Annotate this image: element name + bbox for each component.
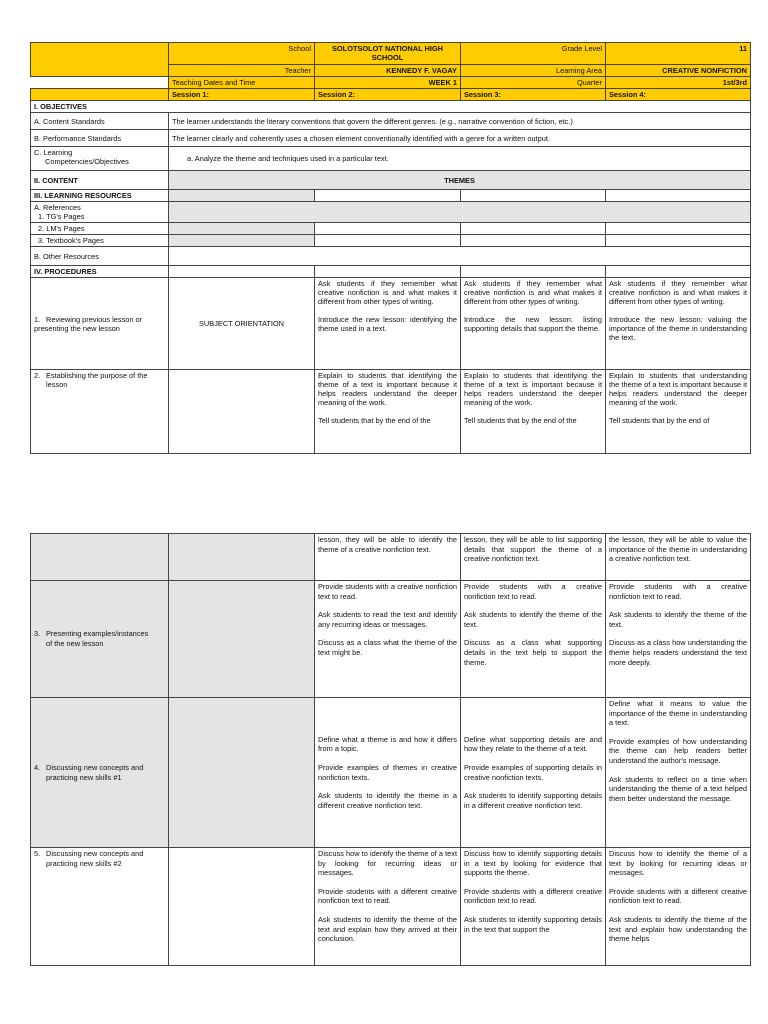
content-standards-text: The learner understands the literary conventions that govern the different genres. (e.g., narrative convention of fiction, etc.) [169, 113, 751, 130]
procedure-1-label [31, 278, 169, 370]
procedures-heading: IV. PROCEDURES [31, 266, 169, 278]
tg-pages-label: 1. TG's Pages [38, 212, 85, 221]
procedure-4-session-3 [461, 698, 606, 848]
grade-value: 11 [606, 43, 751, 65]
procedure-4-s4-para-3: Ask students to reflect on a time when understanding the theme of a text helped them better understand the message. [609, 774, 747, 803]
procedure-1-session-4 [606, 278, 751, 370]
competencies-label-line-1: C. Learning [34, 148, 73, 157]
procedure-2-s4-para-2: Tell students that by the end of [609, 416, 710, 425]
procedure-2-s2-para-1: Explain to students that identifying the theme of a text is important because it helps readers understand the deeper meaning of the work. [318, 371, 457, 407]
teacher-value: KENNEDY F. VAGAY [315, 65, 461, 77]
other-resources-label: B. Other Resources [31, 247, 169, 266]
performance-standards-text: The learner clearly and coherently uses a chosen element conventionally identified with a genre for a written output. [169, 130, 751, 147]
content-value: THEMES [169, 171, 751, 190]
week-value: WEEK 1 [315, 77, 461, 89]
procedure-3-session-3 [461, 581, 606, 698]
procedure-5-number: 5. [34, 849, 41, 858]
procedure-4-text: Discussing new concepts and practicing new skills #1 [46, 762, 144, 782]
competencies-label-line-2: Competencies/Objectives [45, 157, 129, 166]
content-heading: II. CONTENT [31, 171, 169, 190]
procedure-3-session-4 [606, 581, 751, 698]
procedure-5-session-2 [315, 848, 461, 966]
procedure-5-s4-para-3: Ask students to identify the theme of the text and explain how understanding the theme helps [609, 914, 747, 944]
references-text: A. References [34, 203, 81, 212]
session-3-header: Session 3: [461, 89, 606, 101]
procedure-2-cont-session-2: lesson, they will be able to identify the theme of a creative nonfiction text. [315, 534, 461, 581]
session-2-header: Session 2: [315, 89, 461, 101]
procedure-4-session-4 [606, 698, 751, 848]
teacher-label: Teacher [169, 65, 315, 77]
procedure-3-s4-para-1: Provide students with a creative nonfiction text to read. [609, 582, 747, 601]
procedure-1-s3-para-2: Introduce the new lesson: listing supporting details that support the theme. [464, 315, 602, 333]
procedure-5-session-4 [606, 848, 751, 966]
procedure-5-s4-para-2: Provide students with a different creative nonfiction text to read. [609, 886, 747, 906]
objectives-heading: I. OBJECTIVES [31, 101, 751, 113]
procedure-5-s3-para-2: Provide students with a different creative nonfiction text to read. [464, 886, 602, 906]
quarter-value: 1st/3rd [606, 77, 751, 89]
procedure-2-label [31, 370, 169, 454]
procedure-5-s3-para-1: Discuss how to identify supporting details in a text by looking for evidence that supports the theme. [464, 849, 602, 878]
procedure-5-s2-para-3: Ask students to identify the theme of the text and explain how they arrived at their conclusion. [318, 914, 457, 944]
procedure-5-label [31, 848, 169, 966]
procedure-3-session-2 [315, 581, 461, 698]
procedure-3-label [31, 581, 169, 698]
procedure-2-session-3 [461, 370, 606, 454]
procedure-3-s3-para-2: Ask students to identify the theme of the text. [464, 610, 602, 629]
procedure-2-s2-para-2: Tell students that by the end of the [318, 416, 431, 425]
procedure-2-session-2 [315, 370, 461, 454]
references-label [31, 202, 169, 223]
procedure-5-s2-para-1: Discuss how to identify the theme of a text by looking for recurring ideas or messages. [318, 849, 457, 878]
procedure-2-cont-session-4: the lesson, they will be able to value the importance of the theme in understanding a creative nonfiction text. [606, 534, 751, 581]
procedure-4-s3-para-1: Define what supporting details are and how they relate to the theme of a text. [464, 734, 602, 754]
procedure-1-session-2 [315, 278, 461, 370]
procedure-3-s2-para-3: Discuss as a class what the theme of the text might be. [318, 638, 457, 657]
procedure-1-session-1: SUBJECT ORIENTATION [169, 278, 315, 370]
textbook-pages-label: 3. Textbook's Pages [31, 235, 169, 247]
procedure-4-s3-para-2: Provide examples of supporting details in creative nonfiction texts. [464, 762, 602, 782]
lm-pages-label: 2. LM's Pages [31, 223, 169, 235]
content-standards-label: A. Content Standards [31, 113, 169, 130]
procedure-4-s2-para-1: Define what a theme is and how it differs from a topic. [318, 734, 457, 754]
procedure-4-label [31, 698, 169, 848]
procedure-5-s3-para-3: Ask students to identify supporting details in the text that support the [464, 914, 602, 934]
procedure-4-session-2 [315, 698, 461, 848]
procedure-4-number: 4. [34, 762, 41, 772]
procedure-1-number: 1. [34, 314, 41, 324]
procedure-2-text: Establishing the purpose of the lesson [46, 371, 148, 389]
procedure-1-s2-para-1: Ask students if they remember what creative nonfiction is and what makes it different from other types of writing. [318, 279, 457, 306]
resources-heading: III. LEARNING RESOURCES [31, 190, 169, 202]
dates-label: Teaching Dates and Time [169, 77, 315, 89]
procedure-3-s2-para-1: Provide students with a creative nonfiction text to read. [318, 582, 457, 601]
procedure-5-s2-para-2: Provide students with a different creative nonfiction text to read. [318, 886, 457, 906]
procedure-2-number: 2. [34, 371, 41, 380]
competencies-text: a. Analyze the theme and techniques used in a particular text. [169, 147, 751, 171]
lesson-log-table-page2 [30, 533, 751, 966]
procedure-4-s3-para-3: Ask students to identify supporting details in a different creative nonfiction text. [464, 791, 602, 810]
procedure-1-s4-para-2: Introduce the new lesson: valuing the importance of the theme in understanding the text. [609, 315, 747, 342]
procedure-1-session-3 [461, 278, 606, 370]
procedure-2-s3-para-2: Tell students that by the end of the [464, 416, 577, 425]
procedure-3-number: 3. [34, 629, 41, 639]
procedure-3-s2-para-2: Ask students to read the text and identify any recurring ideas or messages. [318, 610, 457, 629]
procedure-1-s2-para-2: Introduce the new lesson: identifying the theme used in a text. [318, 315, 457, 333]
procedure-2-s4-para-1: Explain to students that understanding the theme of a text is important because it helps readers understand the deeper meaning of the work. [609, 371, 747, 407]
procedure-2-session-4 [606, 370, 751, 454]
procedure-5-session-3 [461, 848, 606, 966]
quarter-label: Quarter [461, 77, 606, 89]
procedure-3-s4-para-3: Discuss as a class how understanding the theme helps readers understand the text more deeply. [609, 638, 747, 667]
header-table [30, 42, 751, 454]
area-value: CREATIVE NONFICTION [606, 65, 751, 77]
procedure-3-s3-para-1: Provide students with a creative nonfiction text to read. [464, 582, 602, 601]
procedure-1-text: Reviewing previous lesson or presenting the new lesson [34, 314, 143, 333]
grade-label: Grade Level [461, 43, 606, 65]
procedure-3-s4-para-2: Ask students to identify the theme of the text. [609, 610, 747, 629]
procedure-4-s4-para-2: Provide examples of how understanding the theme can help readers better understand the author's message. [609, 736, 747, 765]
procedure-4-s4-para-1: Define what it means to value the importance of the theme in understanding a text. [609, 699, 747, 728]
procedure-2-s3-para-1: Explain to students that identifying the theme of a text is important because it helps readers understand the deeper meaning of the work. [464, 371, 602, 407]
school-label: School [169, 43, 315, 65]
school-value: SOLOTSOLOT NATIONAL HIGH SCHOOL [315, 43, 461, 65]
session-4-header: Session 4: [606, 89, 751, 101]
procedure-1-s3-para-1: Ask students if they remember what creative nonfiction is and what makes it different from other types of writing. [464, 279, 602, 306]
session-1-header: Session 1: [169, 89, 315, 101]
procedure-2-cont-session-3: lesson, they will be able to list supporting details that support the theme of a creative nonfiction text. [461, 534, 606, 581]
performance-standards-label: B. Performance Standards [31, 130, 169, 147]
area-label: Learning Area [461, 65, 606, 77]
procedure-3-text: Presenting examples/instances of the new lesson [46, 629, 149, 648]
procedure-5-text: Discussing new concepts and practicing new skills #2 [46, 849, 144, 868]
competencies-label [31, 147, 169, 171]
procedure-1-s4-para-1: Ask students if they remember what creative nonfiction is and what makes it different from other types of writing. [609, 279, 747, 306]
procedure-3-s3-para-3: Discuss as a class what supporting details in the text help to support the theme. [464, 638, 602, 667]
procedure-4-s2-para-3: Ask students to identify the theme in a different creative nonfiction text. [318, 791, 457, 810]
procedure-5-s4-para-1: Discuss how to identify the theme of a text by looking for recurring ideas or messages. [609, 849, 747, 878]
procedure-4-s2-para-2: Provide examples of themes in creative nonfiction texts. [318, 762, 457, 782]
